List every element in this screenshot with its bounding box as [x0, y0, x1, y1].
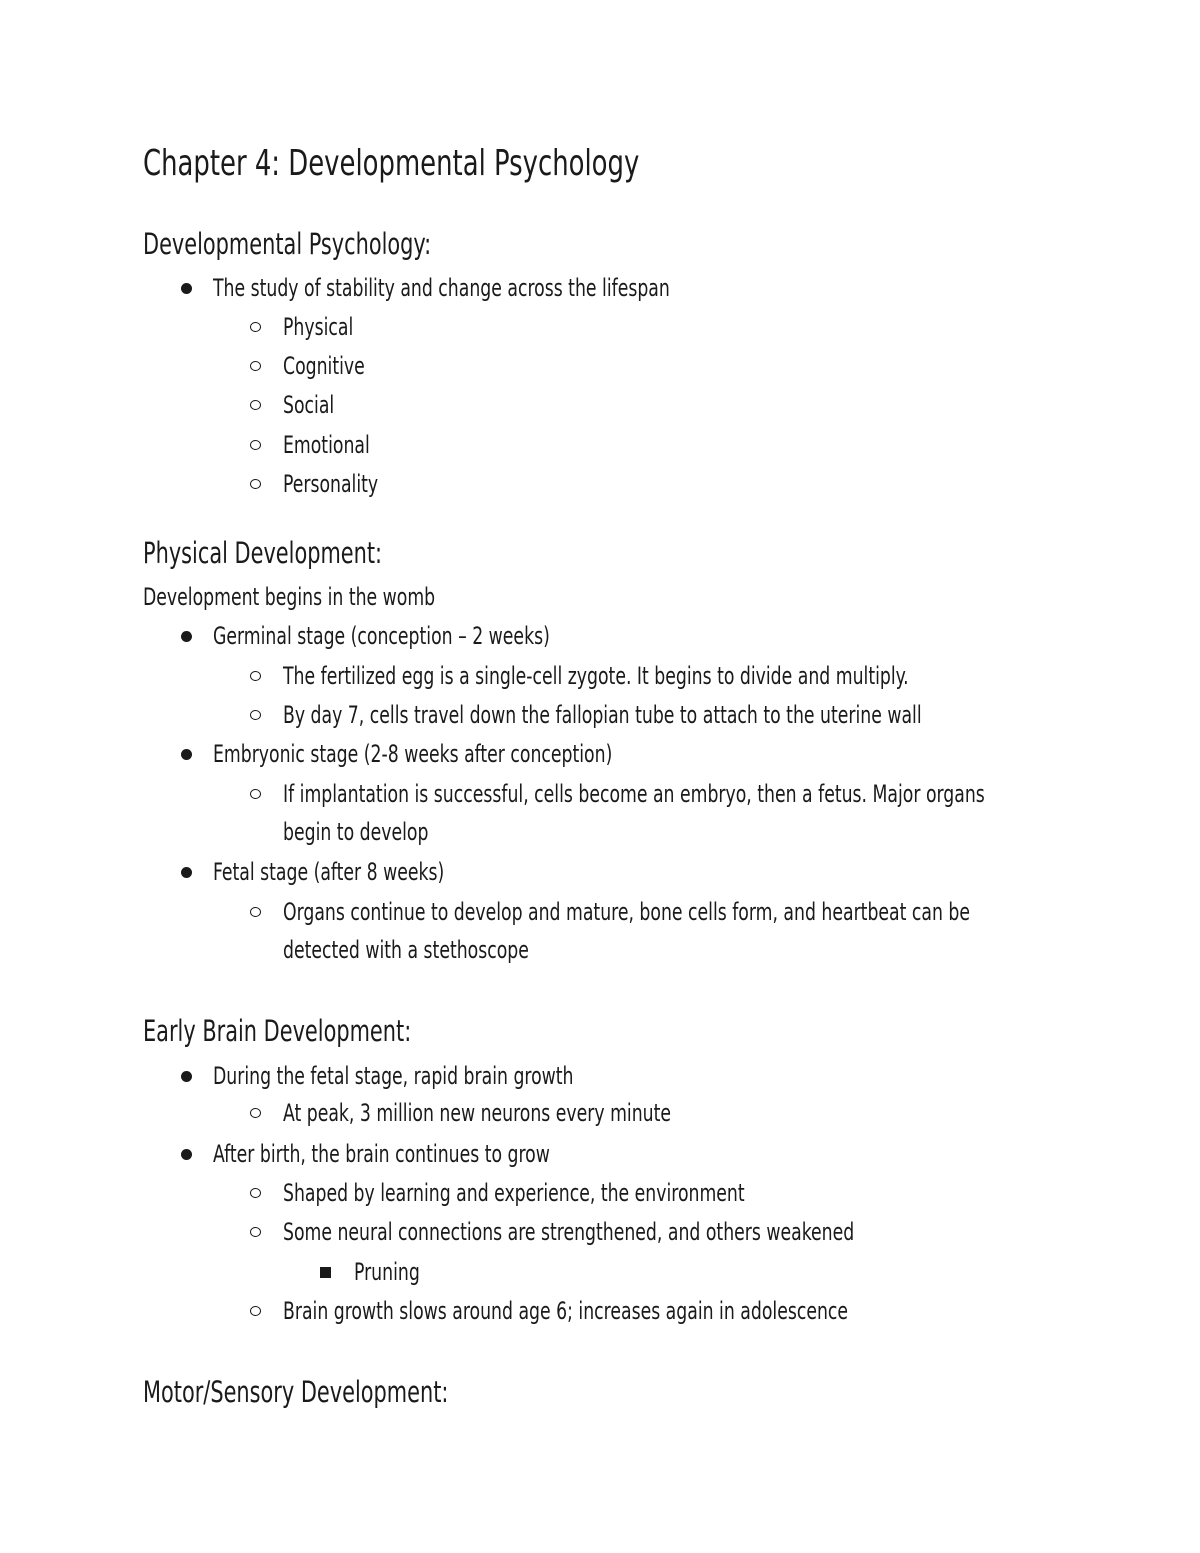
bullet-filled-icon [181, 1149, 192, 1160]
list-item: At peak, 3 million new neurons every minute [283, 1099, 671, 1127]
list-item: During the fetal stage, rapid brain growth [213, 1062, 574, 1090]
bullet-filled-icon [181, 867, 192, 878]
list-item: Emotional [283, 431, 370, 459]
list-item: The study of stability and change across the lifespan [213, 274, 670, 302]
list-item: Personality [283, 470, 379, 498]
bullet-hollow-icon [250, 479, 261, 489]
list-item: Organs continue to develop and mature, bone cells form, and heartbeat can be [283, 898, 970, 926]
bullet-filled-icon [181, 283, 192, 294]
bullet-hollow-icon [250, 361, 261, 371]
list-item: Shaped by learning and experience, the environment [283, 1179, 745, 1207]
list-item: After birth, the brain continues to grow [213, 1140, 550, 1168]
document-title: Chapter 4: Developmental Psychology [143, 143, 640, 184]
bullet-hollow-icon [250, 710, 261, 720]
bullet-hollow-icon [250, 1108, 261, 1118]
section-heading-early-brain-development: Early Brain Development: [143, 1014, 412, 1048]
list-item: By day 7, cells travel down the fallopian tube to attach to the uterine wall [283, 701, 922, 729]
list-item: The fertilized egg is a single-cell zygote. It begins to divide and multiply. [283, 662, 909, 690]
bullet-filled-icon [181, 1071, 192, 1082]
section-heading-physical-development: Physical Development: [143, 536, 383, 570]
list-item: Cognitive [283, 352, 365, 380]
list-item: Brain growth slows around age 6; increases again in adolescence [283, 1297, 849, 1325]
list-item: Embryonic stage (2-8 weeks after conception) [213, 740, 613, 768]
bullet-hollow-icon [250, 907, 261, 917]
list-item: If implantation is successful, cells become an embryo, then a fetus. Major organs [283, 780, 985, 808]
bullet-hollow-icon [250, 1188, 261, 1198]
section-heading-developmental-psychology: Developmental Psychology: [143, 227, 432, 261]
bullet-hollow-icon [250, 322, 261, 332]
bullet-filled-icon [181, 631, 192, 642]
bullet-square-icon [320, 1267, 331, 1278]
list-item: Social [283, 391, 335, 419]
list-item: Pruning [354, 1258, 420, 1286]
list-item-continuation: begin to develop [283, 818, 429, 846]
bullet-hollow-icon [250, 671, 261, 681]
bullet-hollow-icon [250, 440, 261, 450]
list-item: Physical [283, 313, 354, 341]
paragraph: Development begins in the womb [143, 583, 436, 611]
list-item: Some neural connections are strengthened, and others weakened [283, 1218, 855, 1246]
section-heading-motor-sensory-development: Motor/Sensory Development: [143, 1375, 449, 1409]
bullet-hollow-icon [250, 1306, 261, 1316]
bullet-hollow-icon [250, 400, 261, 410]
list-item: Fetal stage (after 8 weeks) [213, 858, 445, 886]
list-item-continuation: detected with a stethoscope [283, 936, 529, 964]
bullet-hollow-icon [250, 1227, 261, 1237]
bullet-filled-icon [181, 749, 192, 760]
bullet-hollow-icon [250, 789, 261, 799]
list-item: Germinal stage (conception – 2 weeks) [213, 622, 550, 650]
